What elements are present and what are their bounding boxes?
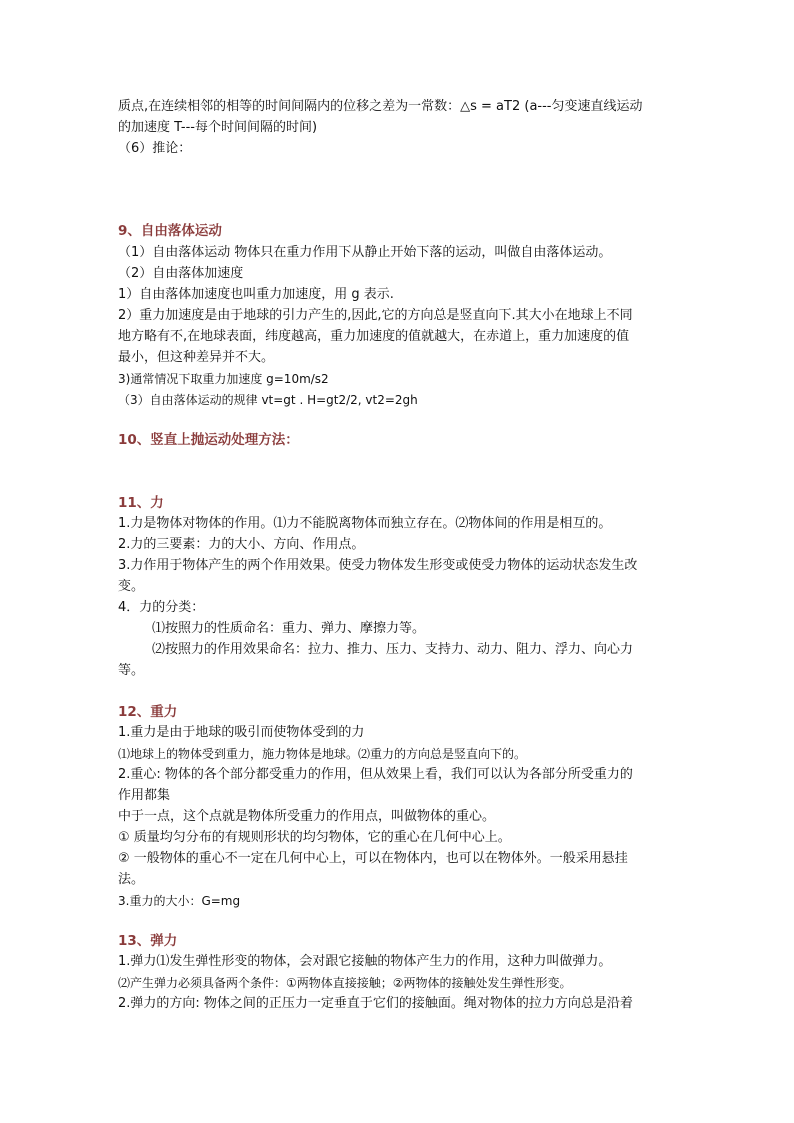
section-10-heading: 10、竖直上抛运动处理方法： xyxy=(118,432,299,448)
top-line-1: 质点,在连续相邻的相等的时间间隔内的位移之差为一常数：△s = aT2 (a---匀变速直线运动 xyxy=(118,99,643,114)
top-line-3: （6）推论： xyxy=(118,141,192,156)
section-11-line-3: 3.力作用于物体产生的两个作用效果。使受力物体发生形变或使受力物体的运动状态发生改 xyxy=(118,558,638,573)
section-12-line-3: 2.重心: 物体的各个部分都受重力的作用，但从效果上看，我们可以认为各部分所受重力的 xyxy=(118,767,633,782)
section-11-line-5: 4．力的分类： xyxy=(118,600,205,615)
section-9-line-7: 3)通常情况下取重力加速度 g=10m/s2 xyxy=(118,372,329,386)
section-11-line-8: 等。 xyxy=(118,663,145,678)
section-9-line-2: （2）自由落体加速度 xyxy=(118,266,244,281)
section-12-line-2: ⑴地球上的物体受到重力，施力物体是地球。⑵重力的方向总是竖直向下的。 xyxy=(118,747,527,761)
section-11-line-1: 1.力是物体对物体的作用。⑴力不能脱离物体而独立存在。⑵物体间的作用是相互的。 xyxy=(118,516,612,531)
section-13-line-1: 1.弹力⑴发生弹性形变的物体，会对跟它接触的物体产生力的作用，这种力叫做弹力。 xyxy=(118,954,612,969)
section-9-line-1: （1）自由落体运动 物体只在重力作用下从静止开始下落的运动，叫做自由落体运动。 xyxy=(118,245,612,260)
section-12-line-1: 1.重力是由于地球的吸引而使物体受到的力 xyxy=(118,725,365,740)
section-12-line-6: ① 质量均匀分布的有规则形状的均匀物体，它的重心在几何中心上。 xyxy=(118,830,511,845)
section-12-line-5: 中于一点，这个点就是物体所受重力的作用点，叫做物体的重心。 xyxy=(118,809,496,824)
section-12-line-4: 作用都集 xyxy=(118,788,171,803)
section-11-line-4: 变。 xyxy=(118,579,145,594)
section-11-line-7: ⑵按照力的作用效果命名：拉力、推力、压力、支持力、动力、阻力、浮力、向心力 xyxy=(152,642,634,657)
section-12-line-7: ② 一般物体的重心不一定在几何中心上，可以在物体内，也可以在物体外。一般采用悬挂 xyxy=(118,851,628,866)
section-9-line-6: 最小，但这种差异并不大。 xyxy=(118,350,275,365)
section-13-line-3: 2.弹力的方向: 物体之间的正压力一定垂直于它们的接触面。绳对物体的拉力方向总是沿着 xyxy=(118,996,633,1011)
section-13-heading: 13、弹力 xyxy=(118,933,178,949)
section-9-heading: 9、自由落体运动 xyxy=(118,223,222,239)
section-11-line-6: ⑴按照力的性质命名：重力、弹力、摩擦力等。 xyxy=(152,621,426,636)
section-9-line-8: （3）自由落体运动的规律 vt=gt . H=gt2/2, vt2=2gh xyxy=(118,393,418,407)
section-12-line-8: 法。 xyxy=(118,872,145,887)
section-12-heading: 12、重力 xyxy=(118,704,178,720)
section-13-line-2: ⑵产生弹力必须具备两个条件：①两物体直接接触；②两物体的接触处发生弹性形变。 xyxy=(118,976,572,990)
section-11-line-2: 2.力的三要素：力的大小、方向、作用点。 xyxy=(118,537,365,552)
top-line-2: 的加速度 T---每个时间间隔的时间) xyxy=(118,120,318,135)
section-9-line-4: 2）重力加速度是由于地球的引力产生的,因此,它的方向总是竖直向下.其大小在地球上不同 xyxy=(118,308,633,323)
section-9-line-5: 地方略有不,在地球表面，纬度越高，重力加速度的值就越大，在赤道上，重力加速度的值 xyxy=(118,329,630,344)
section-12-line-9: 3.重力的大小：G=mg xyxy=(118,894,241,908)
section-11-heading: 11、力 xyxy=(118,495,164,511)
section-9-line-3: 1）自由落体加速度也叫重力加速度，用 g 表示. xyxy=(118,287,394,302)
